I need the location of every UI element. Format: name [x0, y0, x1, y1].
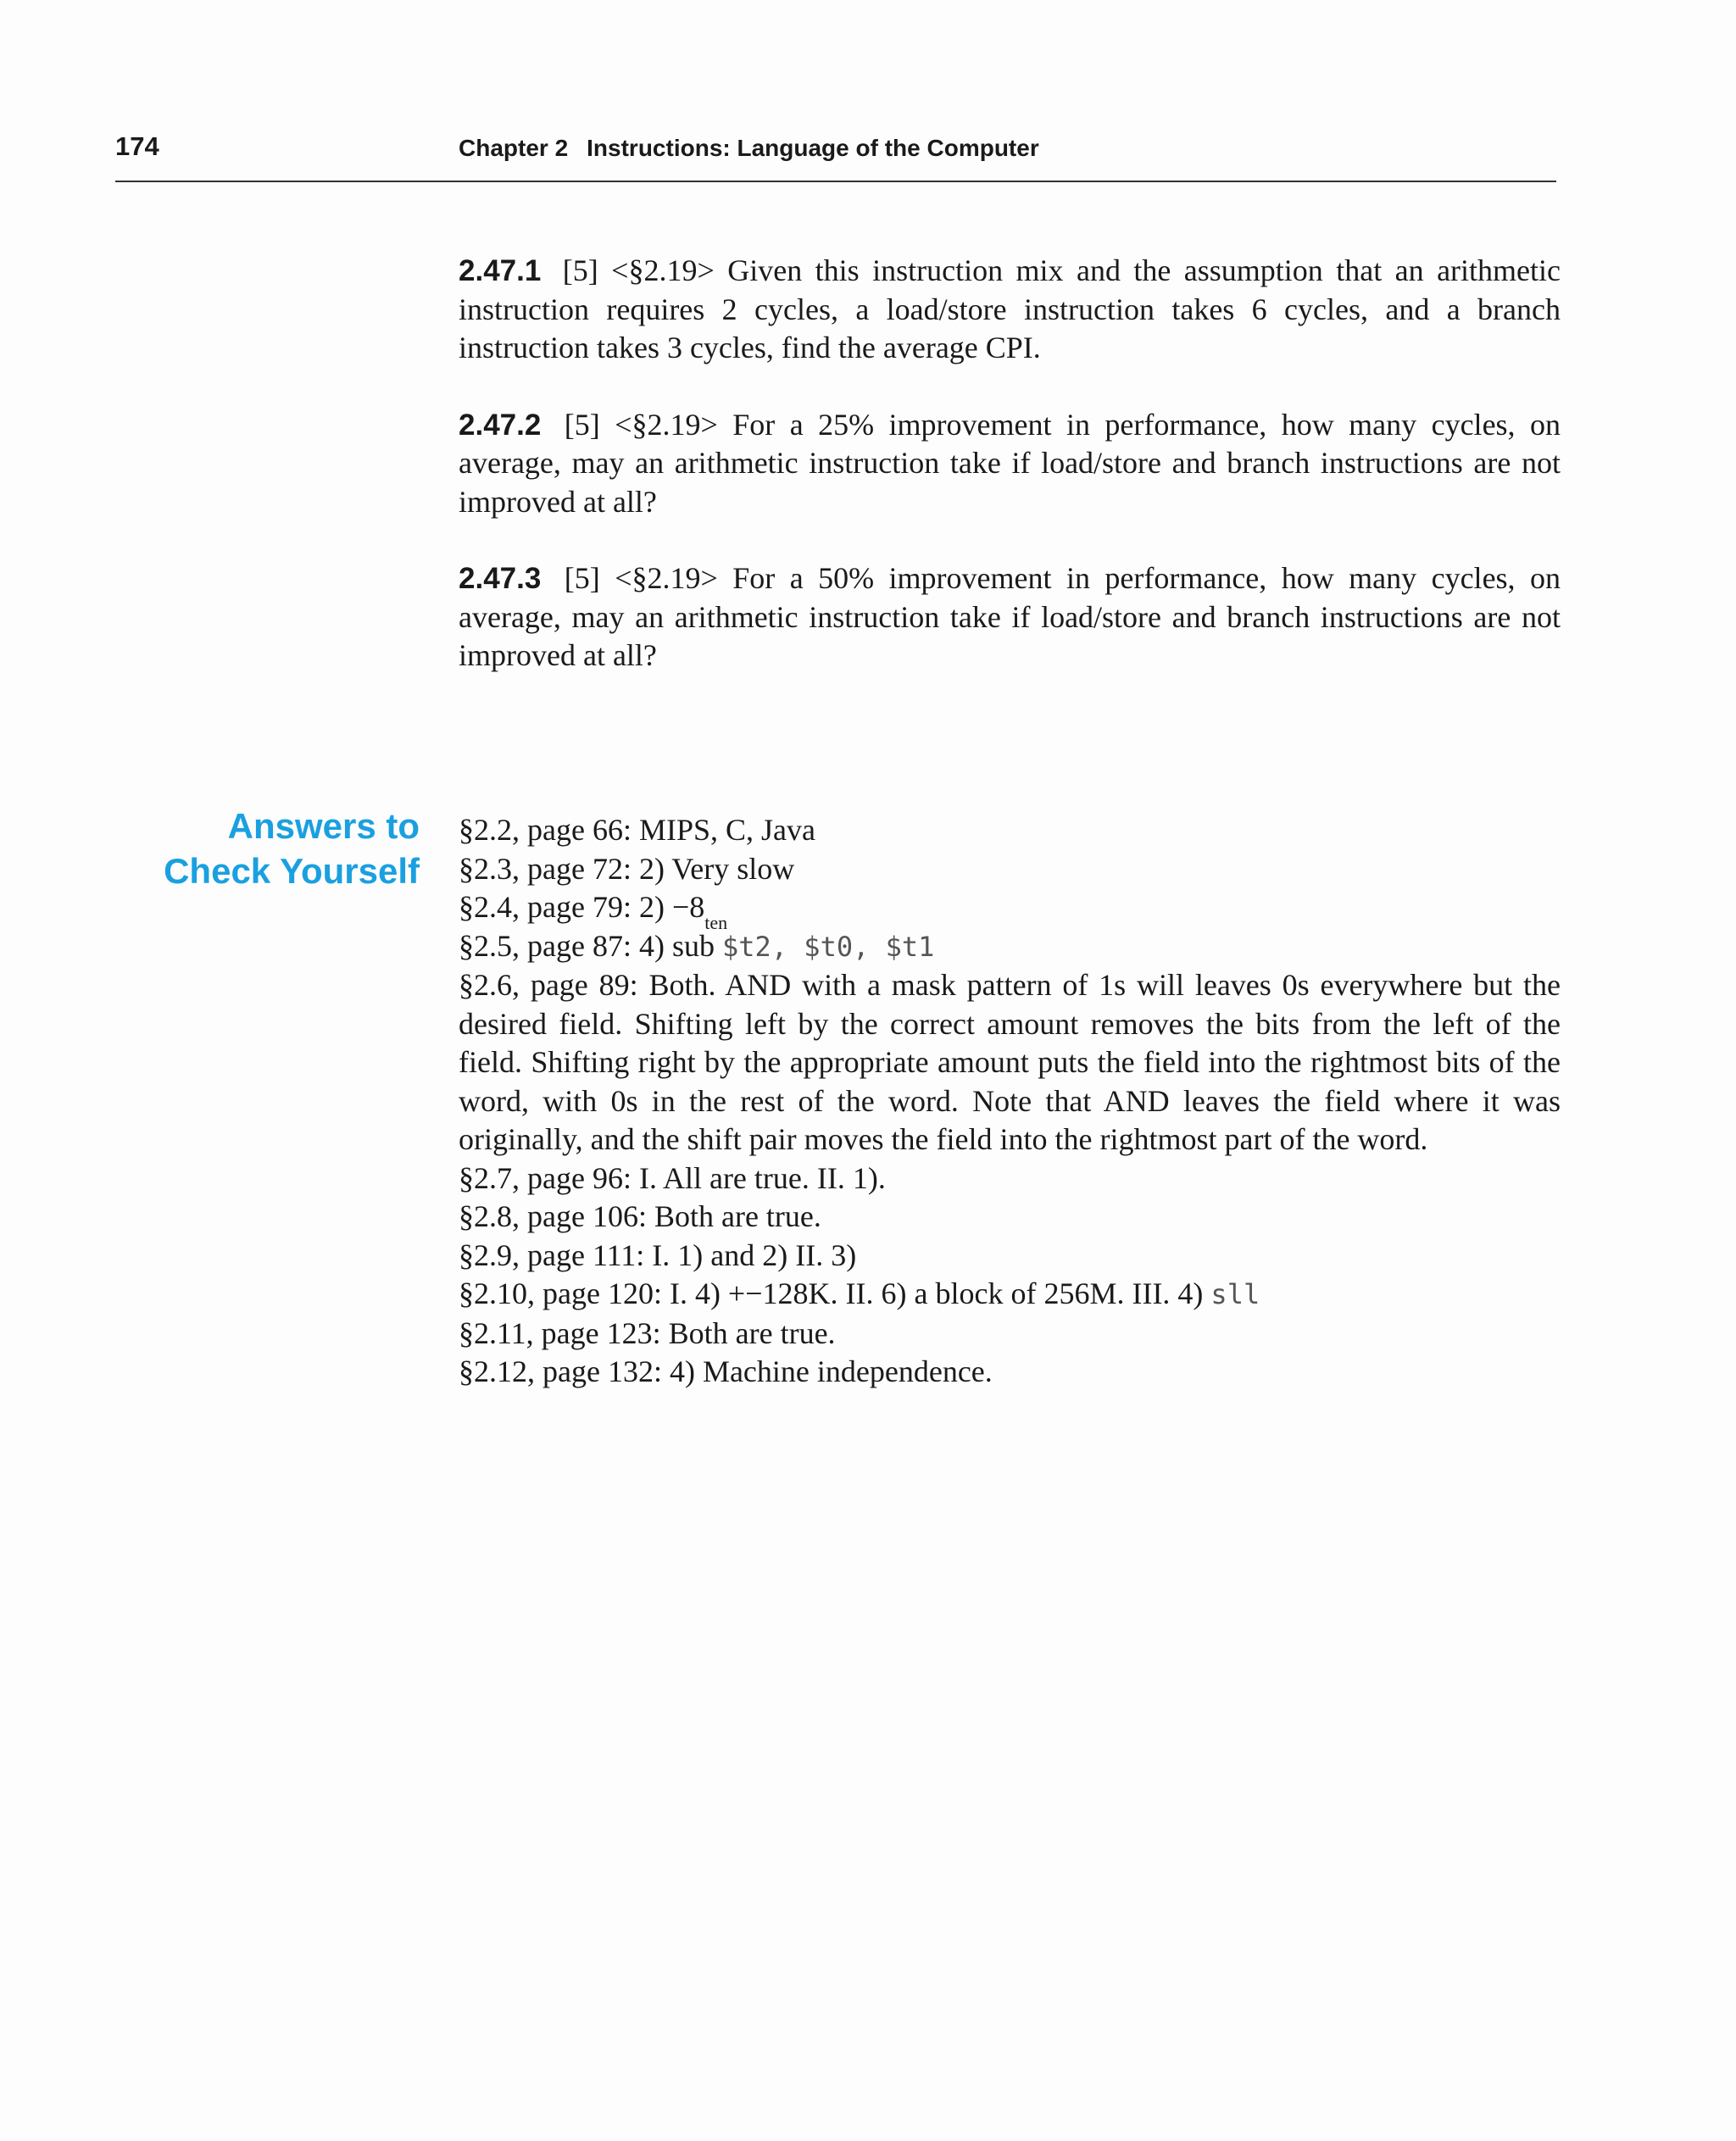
answer-item: §2.6, page 89: Both. AND with a mask pattern of 1s will leaves 0s everywhere but the desired field. Shifting left by the correct amount removes the bits from the left of the field. Shifting right by the appropriate amount puts the field into the rightmost bits of the word, with 0s in the rest of the word. Note that AND leaves the field where it was originally, and the shift pair moves the field into the rightmost part of the word.: [459, 968, 1561, 1156]
answer-item: §2.7, page 96: I. All are true. II. 1).: [459, 1160, 886, 1195]
running-head: [459, 135, 1039, 162]
answer-text: §2.10, page 120: I. 4) +−128K. II. 6) a block of 256M. III. 4): [459, 1276, 1211, 1310]
exercise-item: [459, 252, 1561, 368]
exercise-text: [5] <§2.19> Given this instruction mix and the assumption that an arithmetic instruction requires 2 cycles, a load/store instruction takes 6 cycles, and a branch instruction takes 3 cycles, find the average CPI.: [459, 253, 1561, 364]
page-number: 174: [115, 131, 159, 161]
answer-text: §2.5, page 87: 4) sub: [459, 928, 722, 963]
answer-item: §2.12, page 132: 4) Machine independence.: [459, 1354, 993, 1388]
answer-item: [459, 1275, 1561, 1315]
exercise-list: [459, 252, 1561, 714]
exercise-number: 2.47.3: [459, 562, 542, 595]
sidebar-title-line: Check Yourself: [164, 851, 420, 891]
chapter-label: Chapter 2: [459, 135, 569, 161]
answer-item: §2.3, page 72: 2) Very slow: [459, 851, 795, 886]
answer-item: §2.8, page 106: Both are true.: [459, 1199, 821, 1233]
exercise-item: [459, 406, 1561, 522]
chapter-title: Instructions: Language of the Computer: [587, 135, 1039, 161]
answers-list: [459, 811, 1561, 1392]
answers-sidebar-title: [164, 804, 420, 893]
answer-text: §2.4, page 79: 2) −8: [459, 890, 705, 924]
exercise-item: [459, 559, 1561, 676]
code-snippet: sll: [1210, 1278, 1260, 1310]
answer-item: [459, 927, 1561, 967]
exercise-number: 2.47.2: [459, 408, 542, 442]
subscript: ten: [704, 912, 728, 933]
exercise-text: [5] <§2.19> For a 50% improvement in performance, how many cycles, on average, may an arithmetic instruction take if load/store and branch instructions are not improved at all?: [459, 561, 1561, 672]
answer-item: §2.2, page 66: MIPS, C, Java: [459, 813, 815, 847]
answer-item: [459, 888, 1561, 933]
answer-item: §2.9, page 111: I. 1) and 2) II. 3): [459, 1237, 857, 1272]
exercise-text: [5] <§2.19> For a 25% improvement in performance, how many cycles, on average, may an arithmetic instruction take if load/store and branch instructions are not improved at all?: [459, 407, 1561, 519]
sidebar-title-line: Answers to: [227, 806, 420, 846]
answer-item: §2.11, page 123: Both are true.: [459, 1315, 836, 1350]
running-header: [115, 131, 1556, 182]
code-snippet: $t2, $t0, $t1: [721, 930, 935, 963]
exercise-number: 2.47.1: [459, 254, 542, 287]
